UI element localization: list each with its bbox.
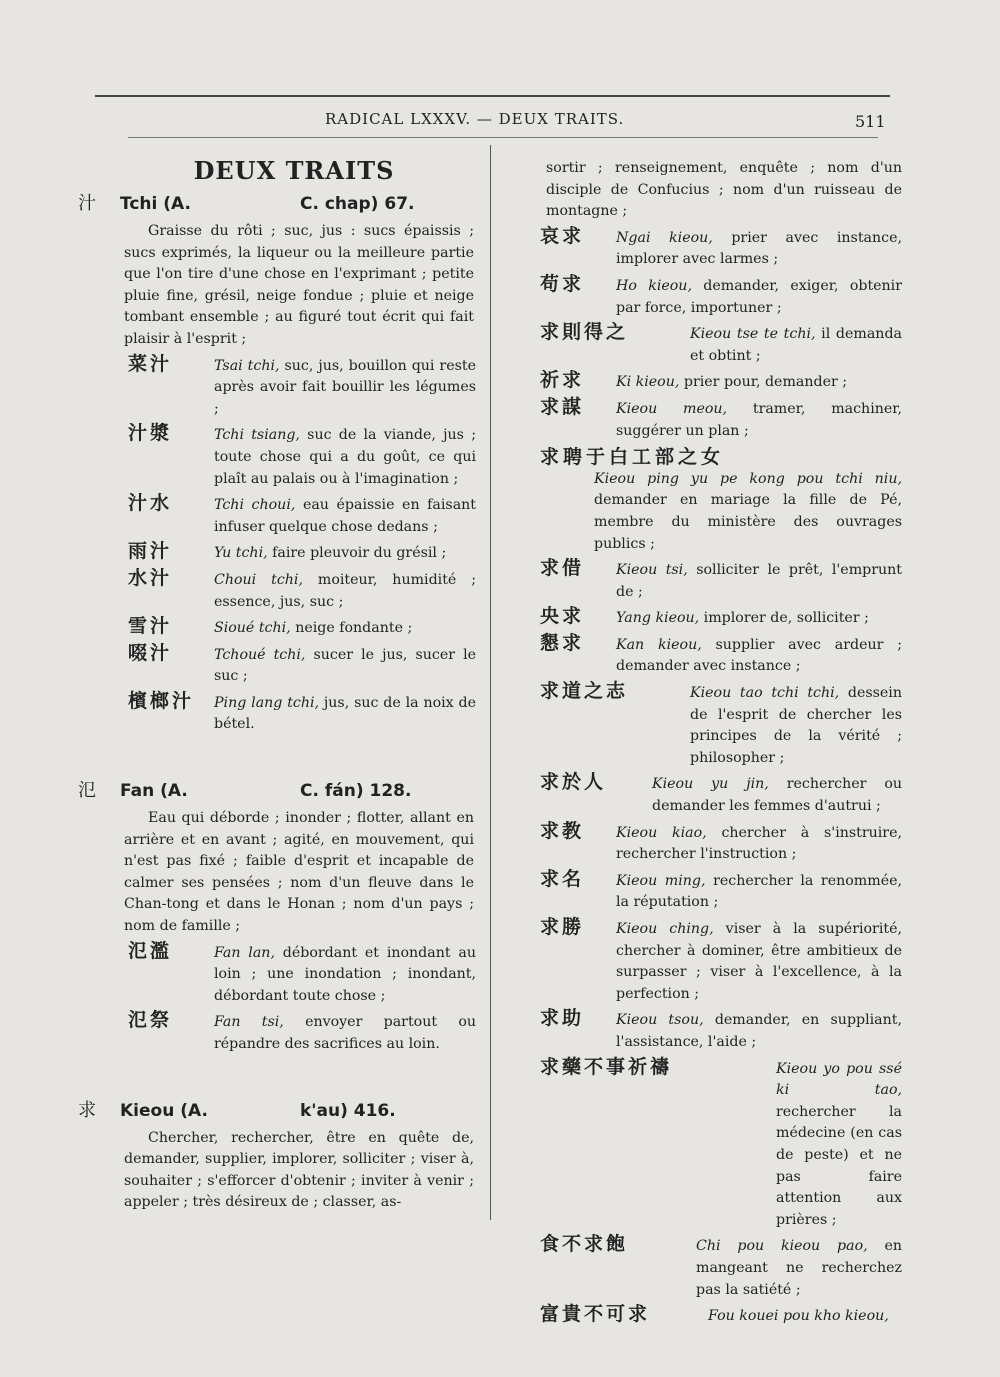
sub-entry (128, 689, 476, 736)
sub-entry-romanization: Yang kieou, (616, 610, 700, 627)
sub-entry (128, 641, 476, 688)
sub-entry-romanization: Kieou tsou, (616, 1012, 704, 1029)
sub-entry-text: prier avec instance, implorer avec larmes ; (616, 229, 902, 268)
entry-character: 汁 (78, 193, 96, 214)
entry-romanization: Kieou (A. (120, 1100, 208, 1121)
sub-entry-characters: 氾濫 (128, 939, 173, 962)
sub-entry-romanization: Kieou yo pou ssé ki tao, (776, 1060, 902, 1099)
sub-entry (540, 395, 902, 442)
entry-character: 求 (78, 1099, 96, 1121)
sub-entry-text: en mangeant ne recherchez pas la satiété ; (696, 1238, 903, 1298)
sub-entry (128, 566, 476, 613)
sub-entry-characters: 檳榔汁 (128, 689, 195, 712)
sub-entry-characters: 雪汁 (128, 615, 173, 638)
sub-entry-text: jus, suc de la noix de bétel. (214, 694, 476, 733)
top-rule (95, 95, 890, 97)
sub-entry-text: moiteur, humidité ; essence, jus, suc ; (214, 571, 476, 610)
sub-entry-romanization: Kan kieou, (616, 636, 702, 653)
sub-entry-text: tramer, machiner, suggérer un plan ; (616, 400, 902, 439)
sub-entry-characters: 汁水 (128, 492, 173, 515)
sub-entry-characters: 求則得之 (540, 321, 629, 344)
sub-entry (128, 422, 476, 490)
continued-definition: sortir ; renseignement, enquête ; nom d'un disciple de Confucius ; nom d'un ruisseau de montagne ; (546, 160, 902, 220)
sub-entry-text: supplier avec ardeur ; demander avec instance ; (616, 636, 902, 675)
sub-entry-text: faire pleuvoir du grésil ; (267, 545, 447, 562)
sub-entry-characters: 富貴不可求 (540, 1303, 651, 1326)
sub-entry-characters: 水汁 (128, 566, 173, 589)
sub-entry (540, 447, 902, 555)
sub-entry-characters: 氾祭 (128, 1009, 173, 1032)
header-rule (128, 137, 878, 138)
sub-entry-romanization: Kieou kiao, (616, 824, 707, 841)
sub-entry-characters: 求勝 (540, 916, 585, 938)
sub-entry (540, 1233, 903, 1301)
sub-entry-text: prier pour, demander ; (679, 374, 848, 391)
sub-entry (128, 1009, 477, 1055)
sub-entry-text: implorer de, solliciter ; (699, 610, 869, 627)
sub-entry-romanization: Tchoué tchi, (214, 646, 306, 663)
sub-entry (128, 352, 476, 421)
sub-entry-romanization: Ngai kieou, (616, 229, 713, 246)
sub-entry (128, 939, 476, 1008)
sub-entry-romanization: Tsai tchi, (214, 357, 280, 374)
sub-entry-text: viser à la supériorité, chercher à dominer, être ambitieux de surpasser ; viser à l'excellence, à la perfection ; (616, 921, 902, 1002)
sub-entry (540, 605, 902, 630)
right-column (540, 150, 902, 1332)
sub-entry-romanization: Kieou ming, (616, 872, 706, 889)
sub-entry-romanization: Fan lan, (214, 944, 275, 961)
sub-entry-characters: 求借 (540, 557, 585, 580)
sub-entry (540, 1007, 902, 1053)
sub-entry-characters: 懇求 (540, 631, 585, 654)
sub-entry-characters: 央求 (540, 605, 585, 628)
sub-entry-text: chercher à s'instruire, rechercher l'instruction ; (616, 824, 902, 863)
page-number: 511 (855, 112, 886, 131)
sub-entry-text: dessein de l'esprit de chercher les principes de la vérité ; philosopher ; (690, 685, 902, 766)
sub-entry-text: demander en mariage la fille de Pé, membre du ministère des ouvrages publics ; (594, 492, 902, 552)
sub-entry-romanization: Kieou ping yu pe kong pou tchi niu, (594, 470, 902, 487)
entry-heading (78, 776, 480, 802)
sub-entry-characters: 啜汁 (128, 641, 173, 664)
sub-entry (540, 272, 902, 319)
sub-entry-characters: 食不求飽 (540, 1233, 629, 1256)
sub-entry-romanization: Kieou meou, (616, 400, 728, 417)
sub-entry (540, 1055, 902, 1232)
entry-character: 氾 (78, 780, 96, 802)
sub-entry-romanization: Kieou yu jin, (652, 776, 769, 793)
sub-entry-text: demander, en suppliant, l'assistance, l'aide ; (616, 1012, 902, 1050)
sub-entry-romanization: Kieou ching, (616, 921, 714, 937)
running-head: RADICAL LXXXV. — DEUX TRAITS. (325, 110, 625, 128)
sub-entry-romanization: Ping lang tchi, (214, 694, 320, 711)
sub-entry (540, 916, 902, 1005)
sub-entry-characters: 哀求 (540, 224, 585, 247)
sub-entry-text: débordant et inondant au loin ; une inondation ; inondant, débordant toute chose ; (214, 944, 476, 1004)
sub-entry-romanization: Sioué tchi, (214, 620, 291, 637)
sub-entry-text: rechercher la renommée, la réputation ; (616, 872, 902, 911)
sub-entry-text: solliciter le prêt, l'emprunt de ; (616, 562, 902, 600)
entry-romanization: Tchi (A. (120, 194, 191, 214)
sub-entry (540, 680, 902, 769)
section-title: DEUX TRAITS (193, 156, 395, 185)
sub-entry (540, 321, 902, 367)
sub-entry (540, 819, 902, 866)
sub-entry-characters: 求教 (540, 819, 585, 842)
sub-entry-characters: 雨汁 (128, 540, 173, 563)
sub-entry-text: rechercher la médecine (en cas de peste) et ne pas faire attention aux prières ; (776, 1103, 902, 1228)
sub-entry (128, 492, 476, 538)
sub-entry-romanization: Tchi tsiang, (214, 427, 300, 444)
sub-entry-text: envoyer partout ou répandre des sacrifices au loin. (214, 1014, 477, 1052)
column-rule (490, 145, 491, 1220)
sub-entry (540, 369, 902, 394)
sub-entry-romanization: Kieou tao tchi tchi, (690, 685, 840, 702)
sub-entry (540, 224, 902, 271)
entry-reference: C. fán) 128. (300, 781, 412, 802)
sub-entry-text: rechercher ou demander les femmes d'autrui ; (652, 776, 902, 815)
sub-entry-romanization: Ki kieou, (616, 374, 680, 391)
sub-entry-text: sucer le jus, sucer le suc ; (214, 646, 476, 685)
sub-entry-romanization: Kieou tse te tchi, (690, 326, 816, 343)
entry-definition: Graisse du rôti ; suc, jus : sucs épaissis ; sucs exprimés, la liqueur ou la meilleure partie que l'on tire d'une chose en l'exprimant ; petite pluie fine, grésil, neige fondue ; pluie et neige tombant ensemble ; au figuré tout écrit qui fait plaisir à l'esprit ; (124, 223, 474, 347)
sub-entry-text: suc, jus, bouillon qui reste après avoir fait bouillir les légumes ; (214, 357, 476, 417)
sub-entry-characters: 求道之志 (540, 680, 629, 703)
sub-entry-characters: 汁漿 (128, 422, 173, 445)
entry-reference: k'au) 416. (300, 1100, 396, 1121)
entry-reference: C. chap) 67. (300, 194, 415, 214)
sub-entry-romanization: Fan tsi, (214, 1014, 284, 1031)
sub-entry-romanization: Choui tchi, (214, 571, 303, 588)
sub-entry (540, 1303, 902, 1328)
sub-entry (540, 557, 902, 603)
sub-entry-text: il demanda et obtint ; (690, 326, 902, 364)
left-column (78, 150, 480, 1218)
sub-entry-romanization: Yu tchi, (214, 545, 268, 562)
sub-entry-characters: 求謀 (540, 395, 585, 418)
sub-entry-text: demander, exiger, obtenir par force, importuner ; (616, 277, 902, 316)
sub-entry-romanization: Ho kieou, (616, 277, 692, 294)
sub-entry-romanization: Chi pou kieou pao, (696, 1238, 868, 1255)
sub-entry-characters: 求藥不事祈禱 (540, 1055, 673, 1078)
sub-entry-characters: 菜汁 (128, 352, 173, 375)
sub-entry (540, 631, 902, 678)
sub-entry (540, 771, 902, 817)
sub-entry-romanization: Kieou tsi, (616, 562, 688, 579)
sub-entry (540, 867, 902, 914)
sub-entry-romanization: Fou kouei pou kho kieou, (708, 1308, 889, 1325)
sub-entry-text: neige fondante ; (290, 620, 413, 637)
sub-entry (128, 540, 476, 565)
entry-heading (78, 189, 480, 215)
sub-entry-characters: 求聘于白工部之女 (540, 446, 725, 469)
sub-entry-romanization: Tchi choui, (214, 497, 296, 514)
sub-entry (128, 615, 476, 640)
sub-entry-characters: 祈求 (540, 369, 585, 392)
sub-entry-text: eau épaissie en faisant infuser quelque chose dedans ; (214, 497, 476, 535)
sub-entry-characters: 求助 (540, 1007, 585, 1030)
sub-entry-text: suc de la viande, jus ; toute chose qui a du goût, ce qui plaît au palais ou à l'imagination ; (214, 427, 476, 487)
sub-entry-characters: 求於人 (540, 771, 607, 794)
entry-definition: Eau qui déborde ; inonder ; flotter, allant en arrière et en avant ; agité, en mouvement, qui n'est pas fixé ; faible d'esprit et incapable de calmer ses pensées ; nom d'un fleuve dans le Chan-tong et dans le Honan ; nom d'un pays ; nom de famille ; (124, 810, 474, 935)
entry-heading (78, 1096, 480, 1122)
sub-entry-characters: 求名 (540, 867, 585, 890)
sub-entry-characters: 苟求 (540, 272, 585, 295)
entry-romanization: Fan (A. (120, 781, 188, 802)
entry-definition: Chercher, rechercher, être en quête de, demander, supplier, implorer, solliciter ; viser à, souhaiter ; s'efforcer d'obtenir ; inviter à venir ; appeler ; très désireux de ; classer, as- (124, 1129, 474, 1211)
